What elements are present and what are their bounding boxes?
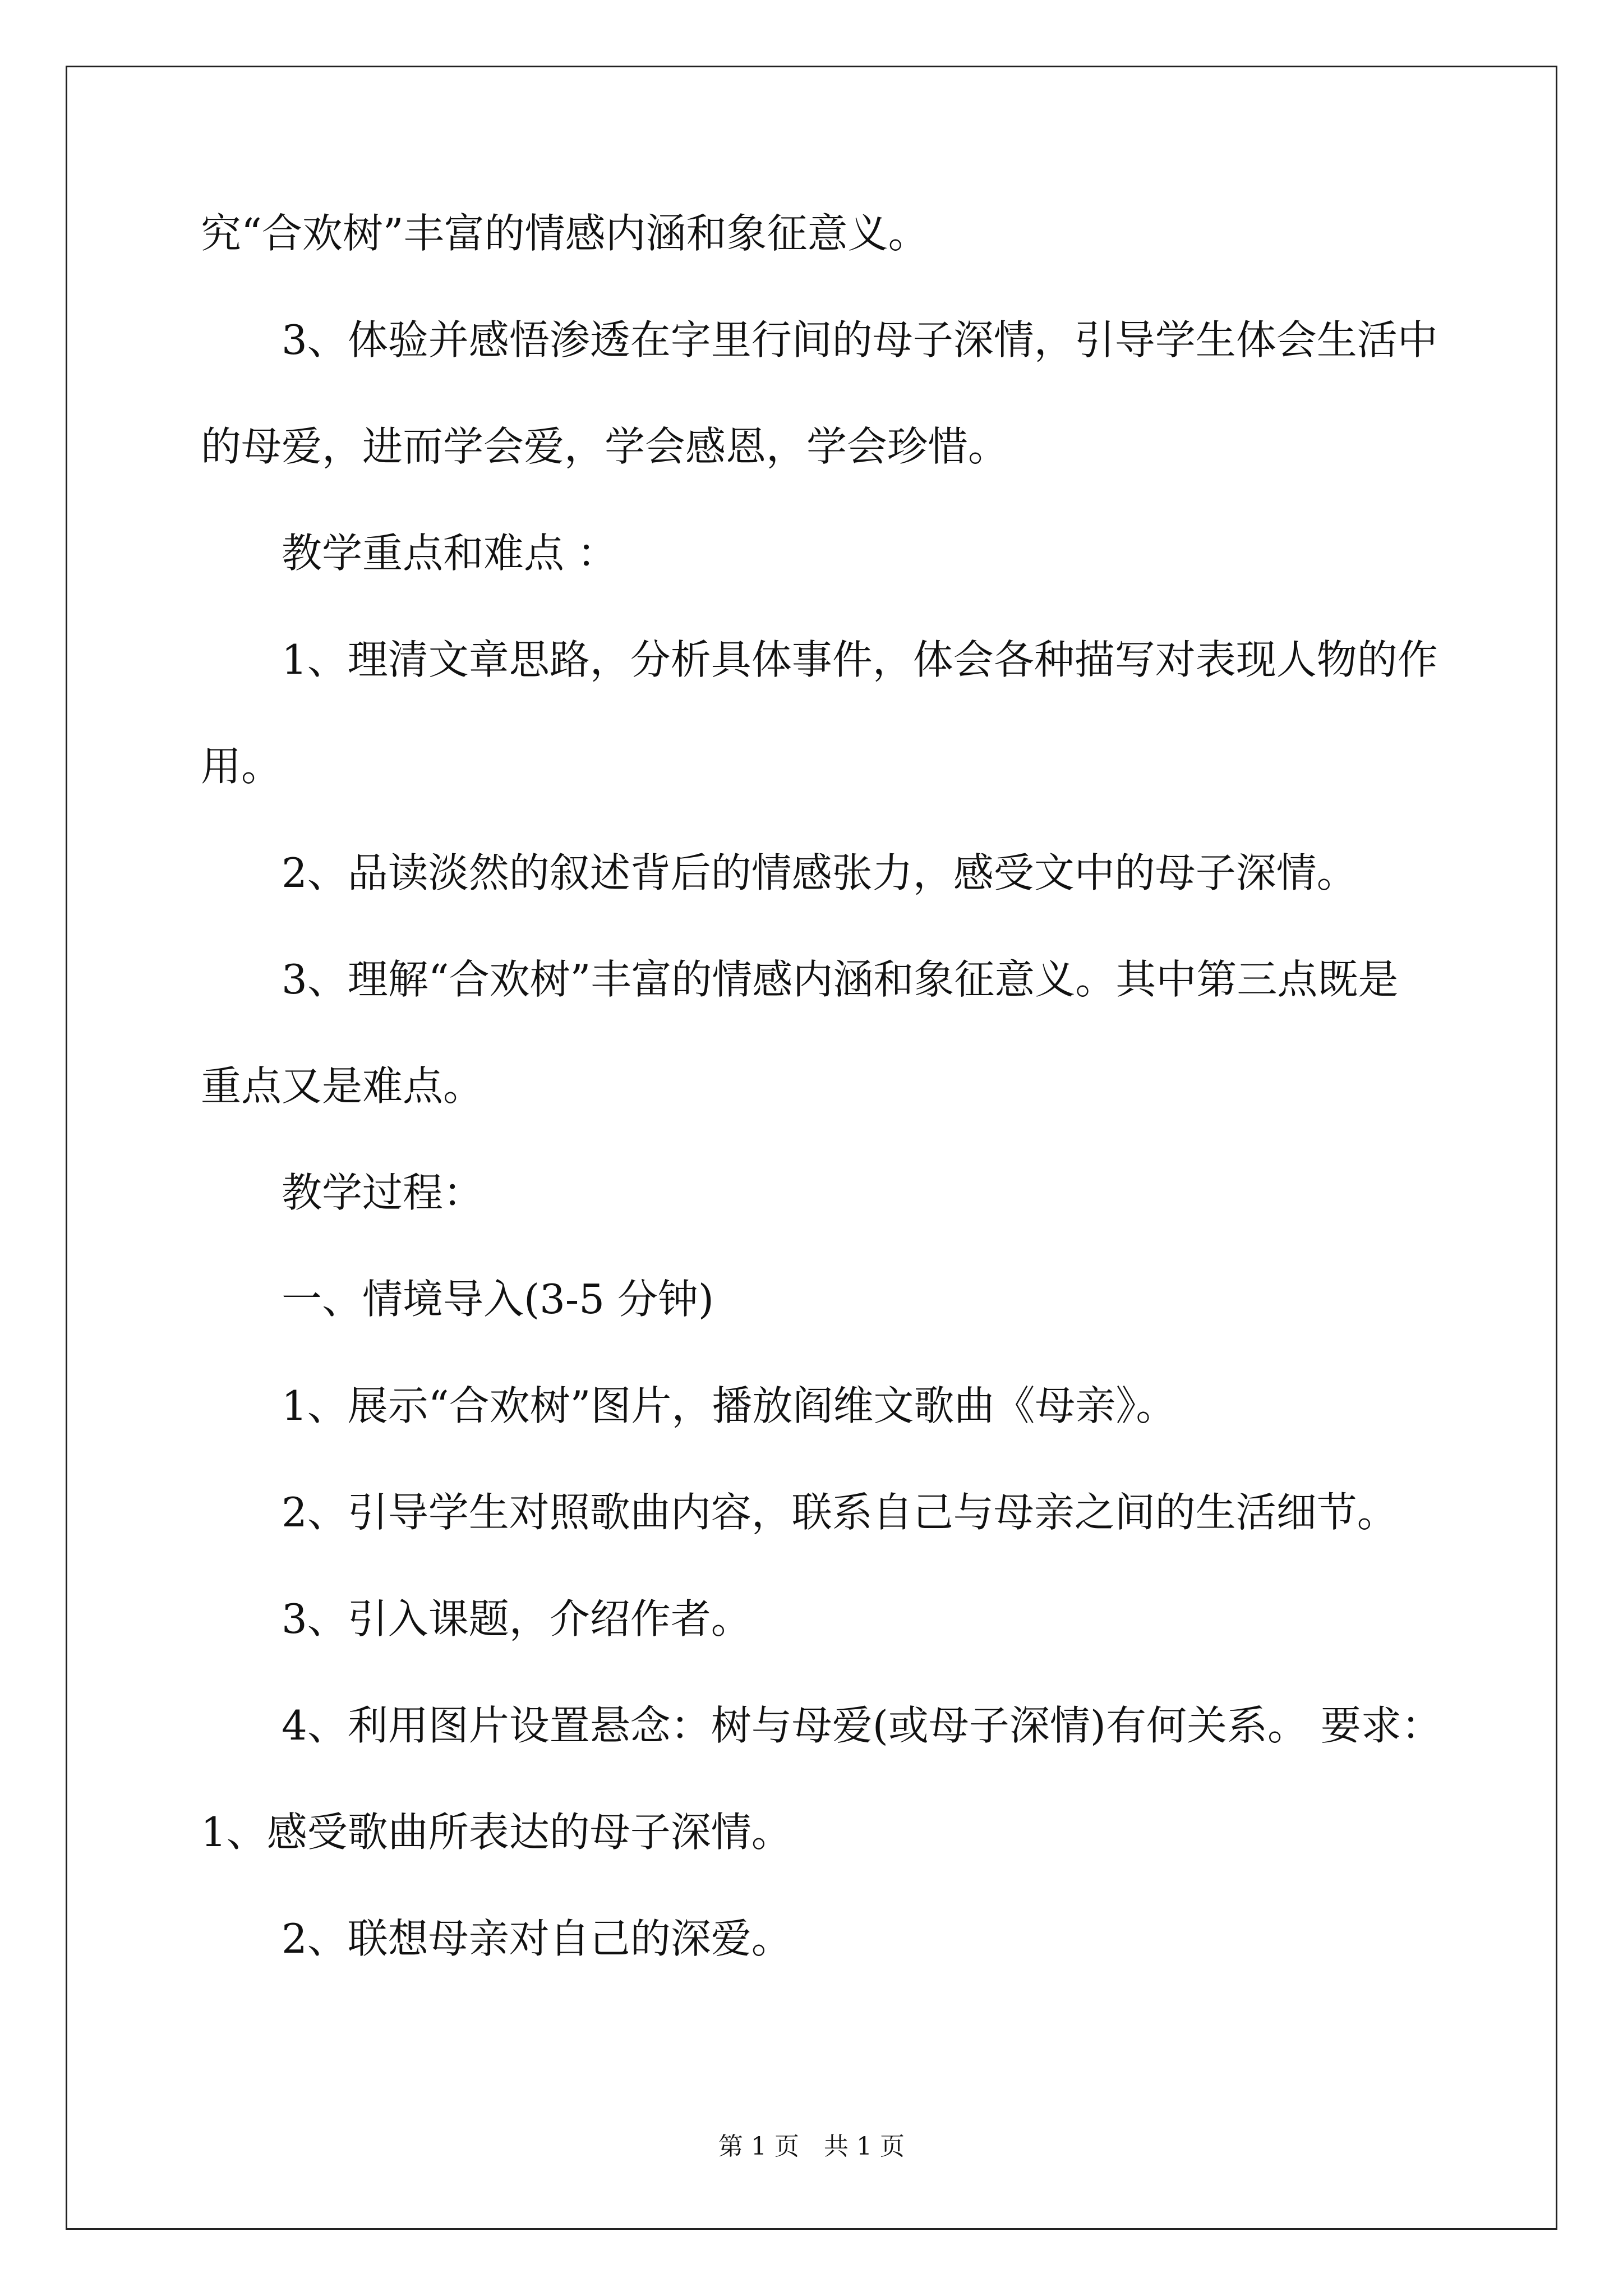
text-line-12	[201, 1382, 1435, 1492]
line-text: 1、理清文章思路，分析具体事件，体会各种描写对表现人物的作	[282, 636, 1438, 683]
text-line-14	[201, 1595, 1435, 1705]
line-text: 3、体验并感悟渗透在字里行间的母子深情，引导学生体会生活中	[282, 316, 1438, 364]
line-text: 1、展示“合欢树”图片，播放阎维文歌曲《母亲》。	[282, 1382, 1177, 1429]
text-line-15	[201, 1702, 1442, 1812]
line-text: 2、品读淡然的叙述背后的情感张力，感受文中的母子深情。	[282, 849, 1357, 896]
line-text: 1、感受歌曲所表达的母子深情。	[201, 1809, 792, 1856]
text-line-17	[201, 1915, 1435, 2025]
section-heading-process	[201, 1169, 1435, 1279]
text-line-5	[201, 636, 1438, 746]
page-footer	[0, 2134, 1623, 2159]
line-text: 3、引入课题，介绍作者。	[282, 1595, 751, 1642]
text-line-9	[201, 1062, 1435, 1172]
section-heading-key-points	[201, 530, 1435, 639]
text-line-1	[201, 210, 1435, 320]
line-text: 用。	[201, 743, 282, 790]
line-text: 2、联想母亲对自己的深爱。	[282, 1915, 792, 1962]
text-line-7	[201, 849, 1435, 959]
line-text: 教学重点和难点 ：	[282, 530, 617, 577]
text-line-8	[201, 956, 1435, 1066]
line-text: 的母爱，进而学会爱，学会感恩，学会珍惜。	[201, 423, 1009, 470]
subsection-heading-intro	[201, 1276, 1435, 1386]
text-line-2	[201, 316, 1438, 426]
text-line-6	[201, 743, 1435, 853]
line-text: 究“合欢树”丰富的情感内涵和象征意义。	[201, 210, 929, 257]
line-text: 重点又是难点。	[201, 1062, 484, 1110]
line-text: 2、引导学生对照歌曲内容，联系自己与母亲之间的生活细节。	[282, 1489, 1398, 1536]
line-text: 4、利用图片设置悬念：树与母爱(或母子深情)有何关系。 要求：	[282, 1702, 1442, 1749]
text-line-13	[201, 1489, 1435, 1599]
line-text: 3、理解“合欢树”丰富的情感内涵和象征意义。其中第三点既是	[282, 956, 1399, 1003]
text-line-16	[201, 1809, 1435, 1918]
page-number-label: 第 1 页 共 1 页	[718, 2132, 905, 2161]
text-line-3	[201, 423, 1435, 533]
line-text: 一、情境导入(3-5 分钟)	[282, 1276, 714, 1323]
line-text: 教学过程：	[282, 1169, 484, 1216]
document-body	[201, 210, 1442, 2025]
